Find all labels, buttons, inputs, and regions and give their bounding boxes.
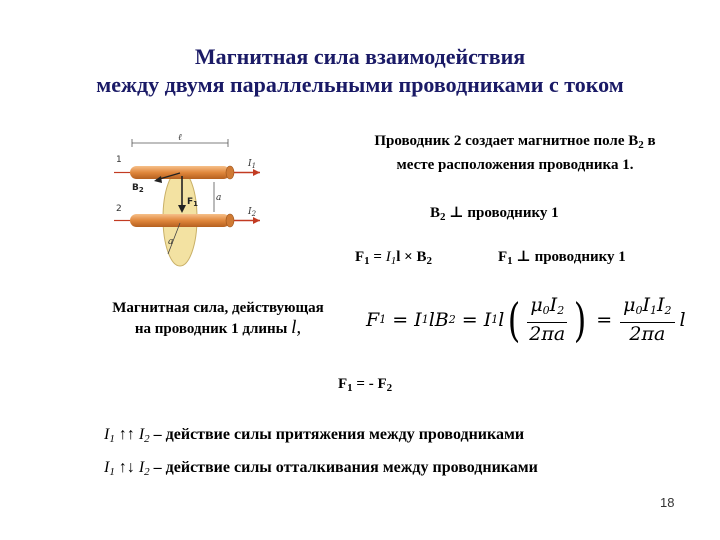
attraction-statement: $I_1$ ↑↑ $I_2$ – действие силы притяжения между проводниками — [104, 426, 525, 445]
parallel-wires-figure — [110, 128, 265, 268]
b2-label: $B_2$ — [132, 183, 144, 194]
force-description: Магнитная сила, действующая на проводник 1 длины l, — [112, 300, 324, 338]
repulsion-statement: $I_1$ ↑↓ $I_2$ – действие силы отталкивания между проводниками — [104, 459, 538, 478]
distance-dim-label: a — [216, 193, 222, 203]
f1-label: $F_1$ — [187, 197, 199, 208]
wires-diagram — [110, 128, 265, 268]
page-number: 18 — [660, 495, 675, 510]
force-formula: F 1 = I 1 lB 2 = I 1 l ( $\frac{\mu_0I_2}{2\pi a}$ ) = $\frac{\mu_0I_1I_2}{2\pi a}$ l — [366, 292, 686, 347]
slide-title-line1: Магнитная сила взаимодействия — [194, 44, 526, 69]
b2-perpendicular: $B_2$ ⊥ проводнику 1 — [430, 205, 559, 223]
wire-1 — [130, 166, 230, 179]
newton-third-law: $F_1$ = - $F_2$ — [338, 376, 393, 394]
fraction-1: $\frac{\mu_0I_2}{2\pi a}$ — [529, 294, 566, 345]
f1-perpendicular: $F_1$ ⊥ проводнику 1 — [498, 249, 626, 267]
wire-2-label: 2 — [116, 204, 122, 214]
current-2-label: $I_2$ — [248, 207, 257, 218]
force-equation: $F_1 = I_1l \times B_2$ — [355, 249, 432, 267]
length-label: ℓ — [178, 133, 182, 143]
wire-2 — [130, 214, 230, 227]
fraction-2: $\frac{\mu_0I_1I_2}{2\pi a}$ — [620, 294, 674, 345]
radius-label: a — [168, 237, 174, 247]
intro-text: Проводник 2 создает магнитное поле $B_2$ в месте расположения проводника 1. — [374, 133, 656, 173]
wire-1-label: 1 — [116, 155, 122, 165]
slide-title-line2: между двумя параллельными проводниками с током — [96, 72, 624, 97]
current-1-label: $I_1$ — [248, 159, 257, 170]
